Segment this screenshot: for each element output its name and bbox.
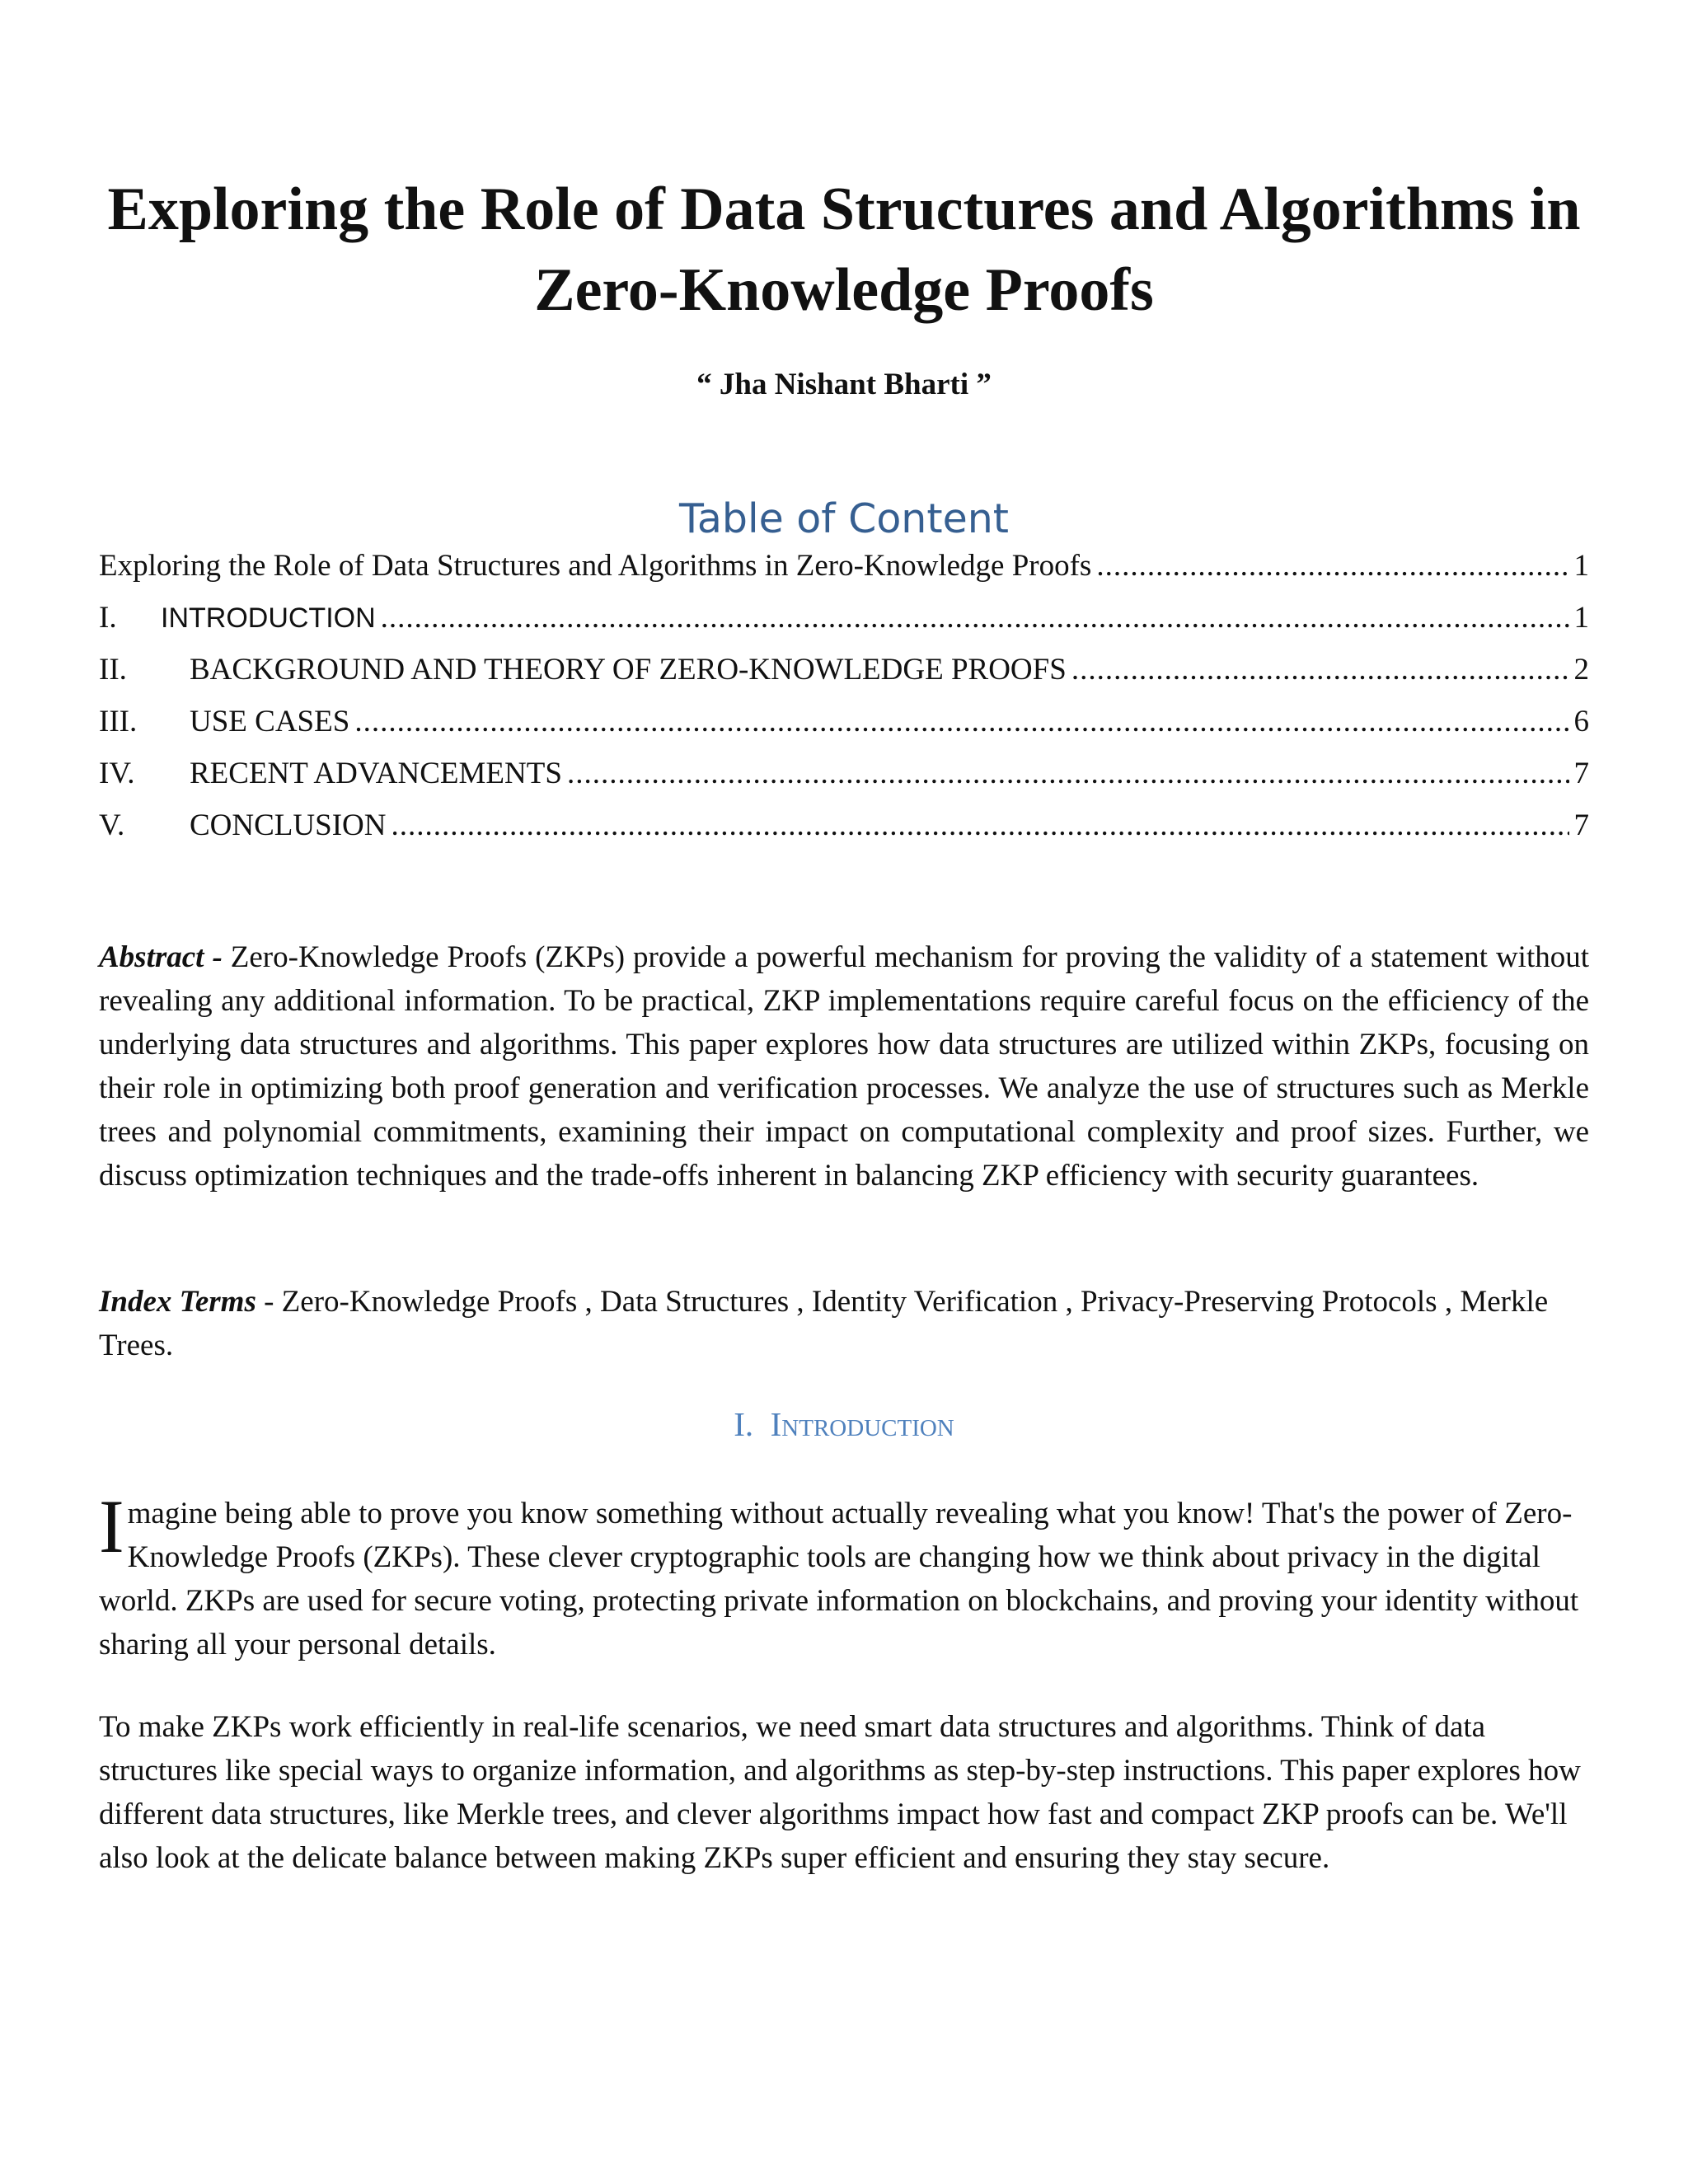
toc-page-number: 1: [1573, 601, 1589, 635]
toc-entry-conclusion[interactable]: [99, 808, 1589, 860]
paper-title: Exploring the Role of Data Structures and Algorithms in Zero-Knowledge Proofs: [107, 176, 1581, 324]
toc-leader-dots: [391, 808, 1568, 843]
toc-leader-dots: [567, 756, 1569, 791]
table-of-contents: [99, 548, 1589, 860]
toc-entry-label: CONCLUSION: [190, 808, 387, 842]
introduction-paragraph-1: [99, 1484, 1589, 1666]
toc-entry-label: INTRODUCTION: [161, 602, 376, 634]
introduction-paragraph-2: To make ZKPs work efficiently in real-life scenarios, we need smart data structures and algorithms. Think of data structures like special ways to organize information, and algorithms as step-by-step instructions. This paper explores how different data structures, like Merkle trees, and clever algorithms impact how fast and compact ZKP proofs can be. We'll also look at the delicate balance between making ZKPs super efficient and ensuring they stay secure.: [99, 1710, 1581, 1875]
section-heading-introduction: [0, 1401, 1688, 1447]
abstract-paragraph: [99, 935, 1589, 1197]
toc-heading: Table of Content: [679, 495, 1009, 542]
toc-leader-dots: [1096, 548, 1568, 583]
toc-page-number: 6: [1573, 705, 1589, 738]
toc-entry-label: RECENT ADVANCEMENTS: [190, 757, 562, 790]
toc-leader-dots: [354, 704, 1568, 739]
toc-leader-dots: [1071, 652, 1569, 687]
author-line: “ Jha Nishant Bharti ”: [696, 368, 992, 401]
toc-entry-number: III.: [99, 705, 138, 738]
toc-page-number: 7: [1573, 808, 1589, 842]
toc-entry-use-cases[interactable]: [99, 704, 1589, 756]
section-title: Introduction: [770, 1405, 954, 1443]
toc-entry-number: I.: [99, 601, 117, 635]
abstract-label: Abstract -: [99, 940, 223, 974]
toc-page-number: 1: [1573, 549, 1589, 583]
toc-entry-introduction[interactable]: [99, 600, 1589, 652]
toc-entry-label: Exploring the Role of Data Structures and Algorithms in Zero-Knowledge Proofs: [99, 549, 1092, 583]
toc-entry-title[interactable]: [99, 548, 1589, 600]
toc-entry-label: USE CASES: [190, 705, 350, 738]
toc-page-number: 7: [1573, 757, 1589, 790]
toc-leader-dots: [381, 600, 1569, 635]
toc-entry-label: BACKGROUND AND THEORY OF ZERO-KNOWLEDGE PROOFS: [190, 653, 1067, 687]
index-terms-paragraph: [99, 1280, 1589, 1367]
toc-entry-number: II.: [99, 653, 127, 687]
toc-entry-number: V.: [99, 808, 125, 842]
index-terms-text: - Zero-Knowledge Proofs , Data Structures , Identity Verification , Privacy-Preserving Protocols , Merkle Trees.: [99, 1285, 1549, 1362]
section-number: I.: [734, 1405, 754, 1443]
toc-entry-background[interactable]: [99, 652, 1589, 704]
toc-entry-recent-advancements[interactable]: [99, 756, 1589, 808]
abstract-text: Zero-Knowledge Proofs (ZKPs) provide a powerful mechanism for proving the validity of a statement without revealing any additional information. To be practical, ZKP implementations require careful focus on the efficiency of the underlying data structures and algorithms. This paper explores how data structures are utilized within ZKPs, focusing on their role in optimizing both proof generation and verification processes. We analyze the use of structures such as Merkle trees and polynomial commitments, examining their impact on computational complexity and proof sizes. Further, we discuss optimization techniques and the trade-offs inherent in balancing ZKP efficiency with security guarantees.: [99, 940, 1590, 1193]
toc-page-number: 2: [1573, 653, 1589, 687]
drop-cap-letter: I: [99, 1484, 124, 1568]
toc-entry-number: IV.: [99, 757, 135, 790]
introduction-paragraph-1-text: magine being able to prove you know something without actually revealing what you know! That's the power of Zero-Knowledge Proofs (ZKPs). These clever cryptographic tools are changing how we think about privacy in the digital world. ZKPs are used for secure voting, protecting private information on blockchains, and proving your identity without sharing all your personal details.: [99, 1497, 1579, 1661]
index-terms-label: Index Terms: [99, 1285, 256, 1319]
